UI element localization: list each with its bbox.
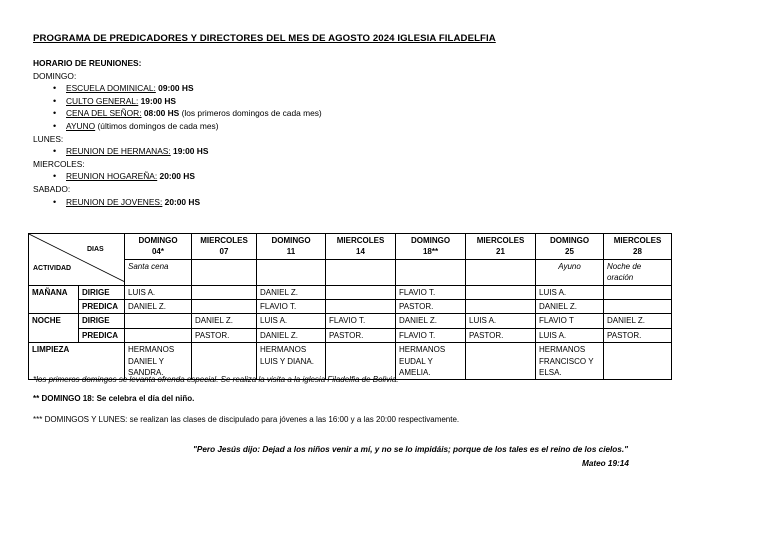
cena-note: (los primeros domingos de cada mes)	[181, 108, 322, 119]
column-header: MIERCOLES 14	[326, 234, 396, 260]
verse-reference: Mateo 19:14	[582, 459, 629, 468]
table-row	[29, 314, 672, 328]
footnote-2: ** DOMINGO 18: Se celebra el día del niño.	[33, 394, 195, 403]
list-item	[33, 95, 322, 108]
sabado-list	[33, 196, 322, 209]
cena-time: 08:00 HS	[143, 108, 180, 119]
day-sabado: SABADO:	[33, 183, 71, 194]
table-cell: PASTOR.	[604, 328, 672, 342]
table-cell	[326, 300, 396, 314]
miercoles-list	[33, 170, 322, 183]
table-cell	[604, 343, 672, 380]
day-domingo: DOMINGO:	[33, 70, 77, 81]
list-item	[33, 145, 322, 158]
predica-label: PREDICA	[79, 300, 125, 314]
table-row	[29, 285, 672, 299]
hermanas-label: REUNION DE HERMANAS:	[66, 146, 171, 157]
table-cell	[604, 300, 672, 314]
table-cell: LUIS A.	[536, 285, 604, 299]
column-subtitle	[192, 259, 257, 285]
table-cell	[326, 285, 396, 299]
table-cell: FLAVIO T	[536, 314, 604, 328]
table-cell: LUIS A.	[125, 285, 192, 299]
hogarena-time: 20:00 HS	[159, 171, 195, 182]
schedule-heading: HORARIO DE REUNIONES:	[33, 58, 142, 68]
column-header: DOMINGO 25	[536, 234, 604, 260]
jovenes-label: REUNION DE JOVENES:	[66, 196, 163, 207]
dias-label: DIAS	[87, 246, 104, 253]
table-cell: PASTOR.	[326, 328, 396, 342]
dirige-label: DIRIGE	[79, 314, 125, 328]
dirige-label: DIRIGE	[79, 285, 125, 299]
table-cell	[604, 285, 672, 299]
document-title: PROGRAMA DE PREDICADORES Y DIRECTORES DEL MES DE AGOSTO 2024 IGLESIA FILADELFIA	[33, 33, 496, 44]
table-cell: FLAVIO T.	[396, 285, 466, 299]
table-cell: PASTOR.	[466, 328, 536, 342]
column-subtitle	[257, 259, 326, 285]
hermanas-time: 19:00 HS	[173, 146, 209, 157]
table-cell	[192, 300, 257, 314]
meeting-schedule	[33, 57, 322, 208]
list-item	[33, 82, 322, 95]
table-cell: DANIEL Z.	[125, 300, 192, 314]
lunes-list	[33, 145, 322, 158]
list-item	[33, 107, 322, 120]
table-cell: HERMANOS LUIS Y DIANA.	[257, 343, 326, 380]
domingo-list	[33, 82, 322, 132]
column-subtitle	[326, 259, 396, 285]
footnote-1: *los primeros domingos se levanta ofrenda especial. Se realiza la visita a la iglesia Filadelfia de Bolivia.	[33, 375, 399, 384]
day-miercoles: MIERCOLES:	[33, 158, 85, 169]
ayuno-label: AYUNO	[66, 120, 96, 131]
table-cell: FLAVIO T.	[396, 328, 466, 342]
column-subtitle	[396, 259, 466, 285]
diagonal-line	[29, 234, 125, 282]
column-subtitle: Ayuno	[536, 259, 604, 285]
cena-label: CENA DEL SEÑOR:	[66, 108, 142, 119]
table-cell: FLAVIO T.	[326, 314, 396, 328]
escuela-label: ESCUELA DOMINICAL:	[66, 83, 156, 94]
table-cell: DANIEL Z.	[257, 285, 326, 299]
table-cell: DANIEL Z.	[257, 328, 326, 342]
table-header-row	[29, 234, 672, 260]
table-cell: DANIEL Z.	[604, 314, 672, 328]
list-item	[33, 170, 322, 183]
table-cell	[192, 285, 257, 299]
list-item	[33, 120, 322, 133]
table-cell: DANIEL Z.	[192, 314, 257, 328]
table-cell: DANIEL Z.	[396, 314, 466, 328]
hogarena-label: REUNION HOGAREÑA:	[66, 171, 158, 182]
column-header: MIERCOLES 07	[192, 234, 257, 260]
footnote-3: *** DOMINGOS Y LUNES: se realizan las clases de discipulado para jóvenes a las 16:00 y a las 20:00 respectivamente.	[33, 415, 460, 424]
table-cell: FLAVIO T.	[257, 300, 326, 314]
table-cell: HERMANOS DANIEL Y SANDRA.	[125, 343, 192, 380]
column-header: MIERCOLES 21	[466, 234, 536, 260]
jovenes-time: 20:00 HS	[164, 196, 201, 207]
column-header: DOMINGO 11	[257, 234, 326, 260]
table-cell	[466, 285, 536, 299]
actividad-label: ACTIVIDAD	[33, 265, 72, 272]
table-cell: LUIS A.	[466, 314, 536, 328]
table-cell: HERMANOS FRANCISCO Y ELSA.	[536, 343, 604, 380]
manana-label: MAÑANA	[29, 285, 79, 314]
table-row	[29, 328, 672, 342]
table-cell	[125, 328, 192, 342]
column-header: DOMINGO 04*	[125, 234, 192, 260]
culto-label: CULTO GENERAL:	[66, 95, 139, 106]
table-cell: LUIS A.	[257, 314, 326, 328]
escuela-time: 09:00 HS	[158, 83, 194, 94]
predica-label: PREDICA	[79, 328, 125, 342]
table-row	[29, 300, 672, 314]
preachers-table	[28, 233, 672, 380]
header-corner-cell	[29, 234, 125, 286]
table-cell	[466, 343, 536, 380]
column-subtitle: Santa cena	[125, 259, 192, 285]
column-header: MIERCOLES 28	[604, 234, 672, 260]
table-cell: HERMANOS EUDAL Y AMELIA.	[396, 343, 466, 380]
table-cell: DANIEL Z.	[536, 300, 604, 314]
table-cell: PASTOR.	[396, 300, 466, 314]
limpieza-label: LIMPIEZA	[29, 343, 125, 380]
table-cell	[125, 314, 192, 328]
list-item	[33, 196, 322, 209]
column-subtitle: Noche de oración	[604, 259, 672, 285]
column-subtitle	[466, 259, 536, 285]
table-cell: LUIS A.	[536, 328, 604, 342]
bible-verse: "Pero Jesús dijo: Dejad a los niños venir a mí, y no se lo impidáis; porque de los tales es el reino de los cielos."	[193, 445, 629, 454]
footnotes	[33, 375, 459, 424]
column-header: DOMINGO 18**	[396, 234, 466, 260]
table-cell: PASTOR.	[192, 328, 257, 342]
noche-label: NOCHE	[29, 314, 79, 343]
table-cell	[466, 300, 536, 314]
day-lunes: LUNES:	[33, 133, 64, 144]
culto-time: 19:00 HS	[140, 95, 177, 106]
ayuno-note: (últimos domingos de cada mes)	[97, 120, 219, 131]
